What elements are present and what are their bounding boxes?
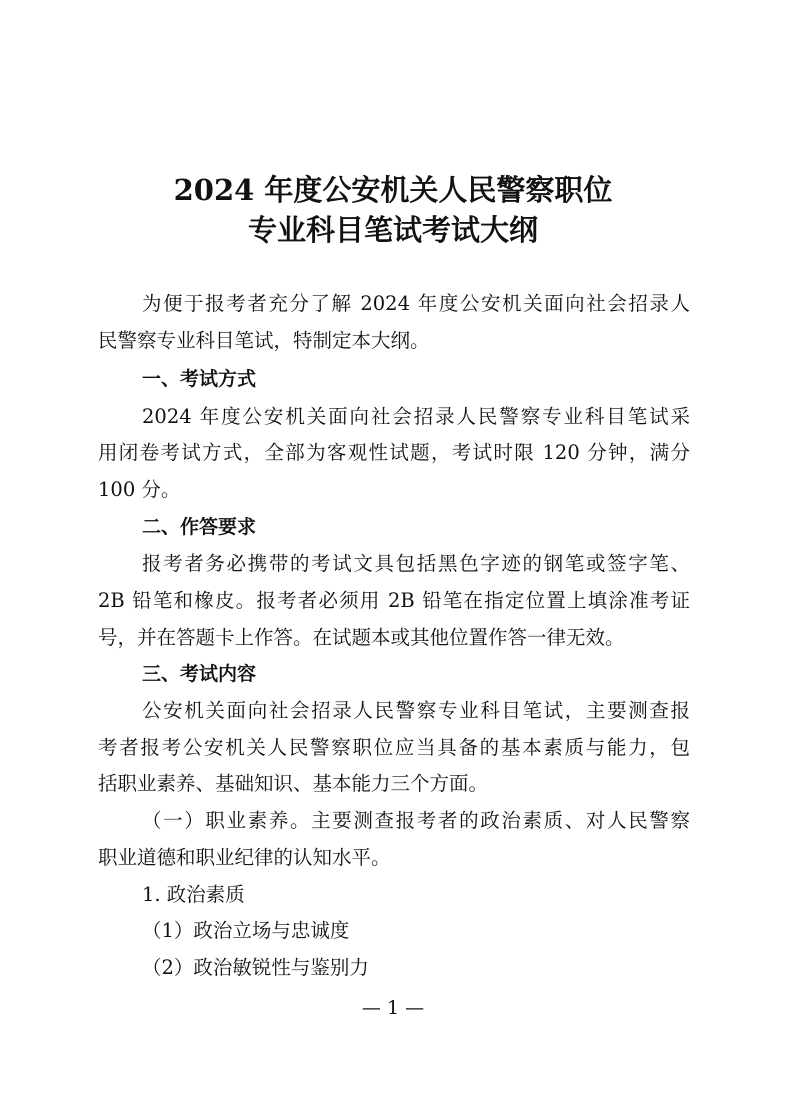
paragraph-content-line-2: 考者报考公安机关人民警察职位应当具备的基本素质与能力，包 bbox=[98, 736, 690, 759]
section-heading-exam-content: 三、考试内容 bbox=[142, 663, 257, 685]
paragraph-intro-line-2: 民警察专业科目笔试，特制定本大纲。 bbox=[98, 329, 430, 352]
list-item-political-stance: （1）政治立场与忠诚度 bbox=[142, 919, 350, 942]
section-heading-exam-format: 一、考试方式 bbox=[142, 368, 257, 390]
document-title-line-2: 专业科目笔试考试大纲 bbox=[247, 213, 538, 247]
document-title-line-1: 2024 年度公安机关人民警察职位 bbox=[173, 173, 613, 207]
paragraph-answer-line-3: 号，并在答题卡上作答。在试题本或其他位置作答一律无效。 bbox=[98, 626, 625, 649]
paragraph-answer-line-2: 2B 铅笔和橡皮。报考者必须用 2B 铅笔在指定位置上填涂准考证 bbox=[98, 589, 690, 612]
paragraph-content-line-3: 括职业素养、基础知识、基本能力三个方面。 bbox=[98, 772, 489, 795]
paragraph-format-line-3: 100 分。 bbox=[98, 478, 181, 501]
paragraph-professional-line-2: 职业道德和职业纪律的认知水平。 bbox=[98, 846, 391, 869]
subsection-political-quality: 1. 政治素质 bbox=[142, 883, 245, 906]
paragraph-content-line-1: 公安机关面向社会招录人民警察专业科目笔试，主要测查报 bbox=[142, 699, 690, 722]
paragraph-format-line-1: 2024 年度公安机关面向社会招录人民警察专业科目笔试采 bbox=[142, 405, 690, 428]
section-heading-answer-requirements: 二、作答要求 bbox=[142, 516, 257, 538]
paragraph-intro-line-1: 为便于报考者充分了解 2024 年度公安机关面向社会招录人 bbox=[142, 292, 690, 315]
list-item-political-sensitivity: （2）政治敏锐性与鉴别力 bbox=[142, 956, 369, 979]
paragraph-answer-line-1: 报考者务必携带的考试文具包括黑色字迹的钢笔或签字笔、 bbox=[142, 552, 690, 575]
paragraph-format-line-2: 用闭卷考试方式，全部为客观性试题，考试时限 120 分钟，满分 bbox=[98, 441, 690, 464]
paragraph-professional-line-1: （一）职业素养。主要测查报考者的政治素质、对人民警察 bbox=[142, 809, 690, 832]
page-number: — 1 — bbox=[361, 997, 425, 1019]
